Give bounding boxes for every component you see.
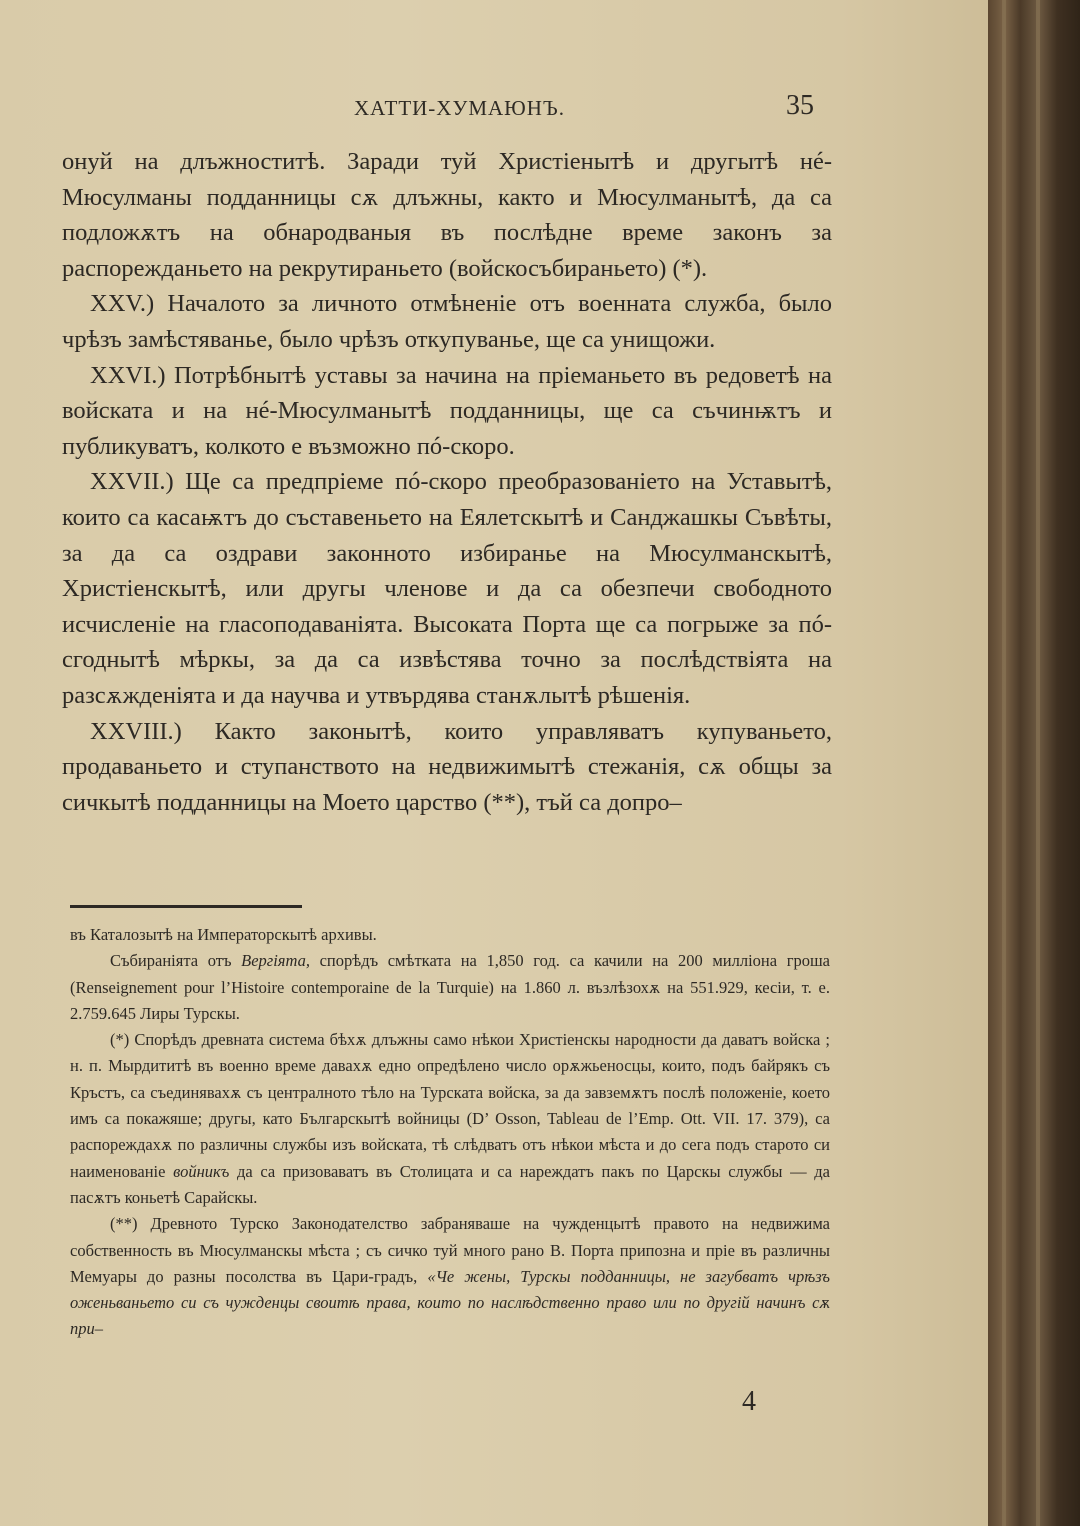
footnote-revenue-text-a: Събираніята отъ — [110, 951, 242, 971]
footnote-double-asterisk — [70, 1211, 830, 1342]
signature-mark: 4 — [742, 1386, 756, 1417]
binding-edge-line — [1002, 0, 1006, 1526]
footnote-1-text-a: (*) Спорѣдъ древната система бѣхѫ длъжны само нѣкои Христіенскы народности да даватъ войска ; н. п. Мырдититѣ въ военно време давахѫ едно опредѣлено число орѫжьеносцы, които, подъ байрякъ съ Кръстъ, са съединявахѫ съ централното тѣло на Турската войска, за да завземѫтъ послѣ положеніе, което имъ са покажяше; другы, като Българскытѣ войницы (D’ Osson, Tableau de l’Emp. Ott. VII. 17. 379), са распореждахѫ по различны службы изъ войската, тѣ слѣдватъ отъ нѣкои мѣста и до сега подъ старото си наименованіе — [70, 1030, 830, 1181]
paragraph-article-xxvii: XXVII.) Ще са предпріеме пó-скоро преобразованіето на Уставытѣ, които са касаѭтъ до съставеньето на Еялетскытѣ и Санджашкы Съвѣты, за да са оздрави законното избиранье на Мюсулманскытѣ, Христіенскытѣ, или другы членове и да са обезпечи свободното исчисленіе на гласоподаваніята. Высоката Порта ще са погрыже за пó-сгоднытѣ мѣркы, за да са извѣстява точно за послѣдствіята на разсѫжденіята и да научва и утвърдява станѫлытѣ рѣшенія. — [62, 468, 832, 709]
page-header — [0, 88, 988, 128]
footnote-2-text-a: (**) Древното Турско Законодателство забраняваше на чужденцытѣ правото на недвижима собственность въ Мюсулманскы мѣста ; съ сичко туй много рано В. Порта припозна и пріе въ различны Мемуары до разны посолства въ Цари-градъ, — [70, 1214, 830, 1286]
footnote-single-asterisk — [70, 1027, 830, 1211]
footnote-continued: въ Каталозытѣ на Императорскытѣ архивы. — [70, 925, 377, 944]
paragraph-continuation: онуй на длъжноститѣ. Заради туй Христіенытѣ и другытѣ нé-Мюсулманы подданницы сѫ длъжны, както и Мюсулманытѣ, да са подложѫтъ на обнародваныя въ послѣдне време законъ за распорежданьето на рекрутираньето (войскосъбираньето) (*). — [62, 148, 832, 282]
binding-edge-line — [1036, 0, 1040, 1526]
main-text — [62, 144, 832, 820]
page-number: 35 — [786, 90, 814, 121]
footnote-revenue-text-b: спорѣдъ смѣтката на 1,850 год. са качили на 200 милліона гроша (Renseignement pour l’Histoire contemporaine de la Turquie) на 1.860 л. възлѣзохѫ на 551.929, кесіи, т. е. 2.759.645 Лиры Турскы. — [70, 951, 831, 1023]
footnote-1-text-b: да са призоваватъ въ Столицата и са нареждатъ пакъ по Царскы службы — да пасѫтъ коньетѣ Сарайскы. — [70, 1161, 830, 1207]
footnote-revenue — [70, 948, 830, 1027]
footnotes — [70, 922, 830, 1343]
footnote-rule — [70, 905, 302, 908]
paragraph-article-xxv: XXV.) Началото за личното отмѣненіе отъ военната служба, было чрѣзъ замѣстяванье, было чрѣзъ откупуванье, ще са унищожи. — [62, 290, 832, 353]
footnote-2-quote: «Че жены, Турскы подданницы, не загубватъ чрѣзъ оженьваньето си съ чужденцы своитѣ права, които по наслѣдственно право или по другій начинъ сѫ при– — [70, 1266, 830, 1339]
running-title: ХАТТИ-ХУМАЮНЪ. — [354, 96, 565, 120]
paragraph-article-xxvi: XXVI.) Потрѣбнытѣ уставы за начина на пріеманьето въ редоветѣ на войската и на нé-Мюсулманытѣ подданницы, ще са съчинѭтъ и публикуватъ, колкото е възможно пó-скоро. — [62, 361, 832, 460]
book-binding — [988, 0, 1080, 1526]
paragraph-article-xxviii: XXVIII.) Както законытѣ, които управляватъ купуваньето, продаваньето и ступанството на недвижимытѣ стежанія, сѫ общы за сичкытѣ подданницы на Моето царство (**), тъй са допро– — [62, 717, 832, 816]
footnote-revenue-term: Вергіята, — [241, 951, 310, 971]
footnote-1-term: войникъ — [173, 1161, 230, 1181]
